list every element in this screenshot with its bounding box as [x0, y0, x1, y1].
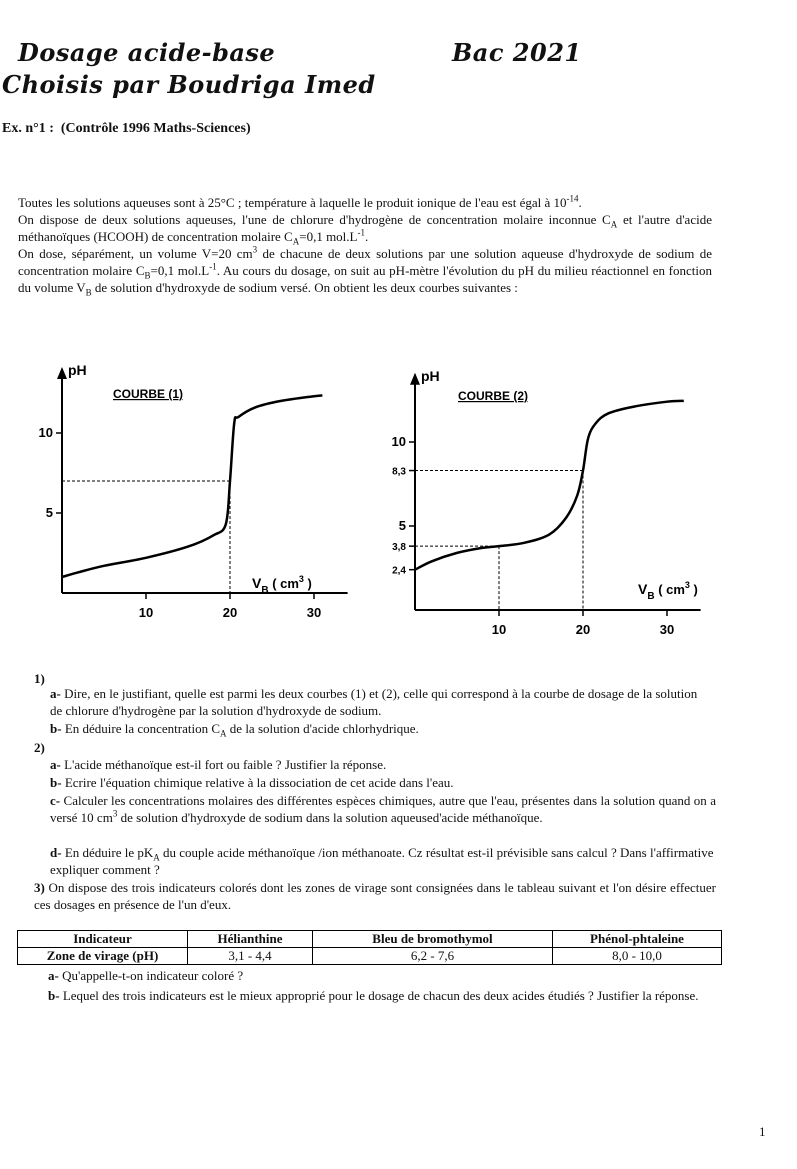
y-axis-label: pH — [421, 367, 440, 384]
y-tick-label: 5 — [398, 518, 406, 533]
intro-paragraph-3: On dose, séparément, un volume V=20 $cm^3$ de chacune de deux solutions par une solution aqueuse d'hydroxyde de sodium de concentration molaire $C_B=0,1$ $mol.L^{-1}$. Au cours du dosage, on suit au pH-mètre l'évolution du pH du milieu réactionnel en fonction du volume $V_B$ de solution d'hydroxyde de sodium versé. On obtient les deux courbes suivantes : — [18, 244, 712, 298]
question-3a: a- Qu'appelle-t-on indicateur coloré ? — [48, 968, 244, 983]
x-tick-label: 30 — [659, 622, 675, 637]
intro-paragraph-2: On dispose de deux solutions aqueuses, l'une de chlorure d'hydrogène de concentration molaire inconnue $C_A$ et l'autre d'acide méthanoïques (HCOOH) de concentration molaire $C_A=0,1$ $mol.L^{-1}$. — [18, 212, 712, 247]
exercise-label: Ex. n°1 : — [2, 121, 54, 136]
x-axis-label-part: ( cm — [268, 576, 299, 591]
table-header-cell: Phénol-phtaleine — [553, 931, 722, 948]
y-tick-label: 10 — [38, 425, 53, 440]
y-axis-arrow — [410, 373, 420, 385]
table-cell: 8,0 - 10,0 — [553, 948, 722, 965]
x-axis-label-part: ( cm — [654, 582, 685, 597]
question-2-number: 2) — [34, 740, 45, 755]
exam-year: Bac 2021 — [452, 38, 582, 67]
x-axis-label-part: ) — [689, 582, 698, 597]
question-1a: a- Dire, en le justifiant, quelle est parmi les deux courbes (1) et (2), celle qui correspond à la courbe de dosage de la solution de chlorure d'hydrogène par la solution d'hydroxyde de sodium. — [50, 686, 698, 718]
x-axis-label — [638, 580, 698, 602]
table-header-cell: Indicateur — [18, 931, 188, 948]
exercise-source: (Contrôle 1996 Maths-Sciences) — [60, 121, 251, 136]
x-axis-label-part: 3 — [298, 574, 304, 584]
table-header-cell: Hélianthine — [188, 931, 313, 948]
question-1-number: 1) — [34, 671, 45, 686]
page-title: Dosage acide-base — [18, 38, 276, 67]
question-2a: a- L'acide méthanoïque est-il fort ou faible ? Justifier la réponse. — [50, 757, 387, 772]
question-2b: b- Ecrire l'équation chimique relative à la dissociation de cet acide dans l'eau. — [50, 775, 454, 790]
question-2c: c- Calculer les concentrations molaires des différentes espèces chimiques, autre que l'eau, présentes dans la solution quand on a versé 10 $cm^3$ de solution d'hydroxyde de sodium dans la solution aqueused'acide méthanoïque. — [50, 793, 717, 825]
x-axis-label-part: B — [647, 591, 655, 602]
x-tick-label: 10 — [138, 605, 154, 620]
question-1b: b- En déduire la concentration $C_A$ de la solution d'acide chlorhydrique. — [50, 721, 419, 739]
x-axis-label-part: V — [638, 581, 648, 597]
x-tick-label: 10 — [491, 622, 507, 637]
chart-courbe-2 — [370, 330, 740, 640]
chart-courbe-1 — [0, 330, 380, 640]
intro-text — [18, 194, 712, 296]
y-tick-label: 8,3 — [392, 466, 406, 478]
y-axis-label: pH — [68, 362, 87, 378]
author-line: Choisis par Boudriga Imed — [2, 70, 376, 99]
table-row — [18, 948, 722, 965]
table-cell: Zone de virage (pH) — [18, 948, 188, 965]
x-tick-label: 20 — [222, 605, 238, 620]
question-2d: d- En déduire le $pK_A$ du couple acide méthanoïque /ion méthanoate. Cz résultat est-il prévisible sans calcul ? Dans l'affirmative expliquer comment ? — [50, 845, 714, 877]
x-axis-label-part: 3 — [684, 580, 690, 590]
table-header-cell: Bleu de bromothymol — [313, 931, 553, 948]
indicator-table — [17, 930, 722, 965]
x-axis-label-part: B — [261, 585, 269, 596]
ph-curve — [62, 395, 322, 577]
question-3b: b- Lequel des trois indicateurs est le mieux approprié pour le dosage de chacun des deux acides étudiés ? Justifier la réponse. — [48, 988, 699, 1003]
y-tick-label: 10 — [391, 434, 406, 449]
x-axis-label-part: V — [252, 575, 262, 591]
table-cell: 3,1 - 4,4 — [188, 948, 313, 965]
question-3: 3) On dispose des trois indicateurs colorés dont les zones de virage sont consignées dans le tableau suivant et l'on désire effectuer ces dosages en présence de l'un d'eux. — [34, 880, 716, 912]
x-tick-label: 30 — [306, 605, 322, 620]
table-cell: 6,2 - 7,6 — [313, 948, 553, 965]
y-tick-label: 2,4 — [392, 565, 406, 577]
table-header-row — [18, 931, 722, 948]
x-tick-label: 20 — [575, 622, 591, 637]
y-tick-label: 5 — [45, 505, 53, 520]
chart-title: COURBE (2) — [458, 389, 529, 403]
chart-title: COURBE (1) — [113, 387, 184, 401]
intro-paragraph-1: Toutes les solutions aqueuses sont à 25°C ; température à laquelle le produit ionique de l'eau est égal à $10^{-14}$. — [18, 193, 582, 210]
ph-curve — [415, 401, 684, 570]
y-axis-arrow — [57, 367, 67, 379]
x-axis-label-part: ) — [303, 576, 312, 591]
page-number: 1 — [759, 1124, 766, 1139]
exercise-heading — [2, 121, 251, 137]
y-tick-label: 3,8 — [392, 542, 406, 554]
